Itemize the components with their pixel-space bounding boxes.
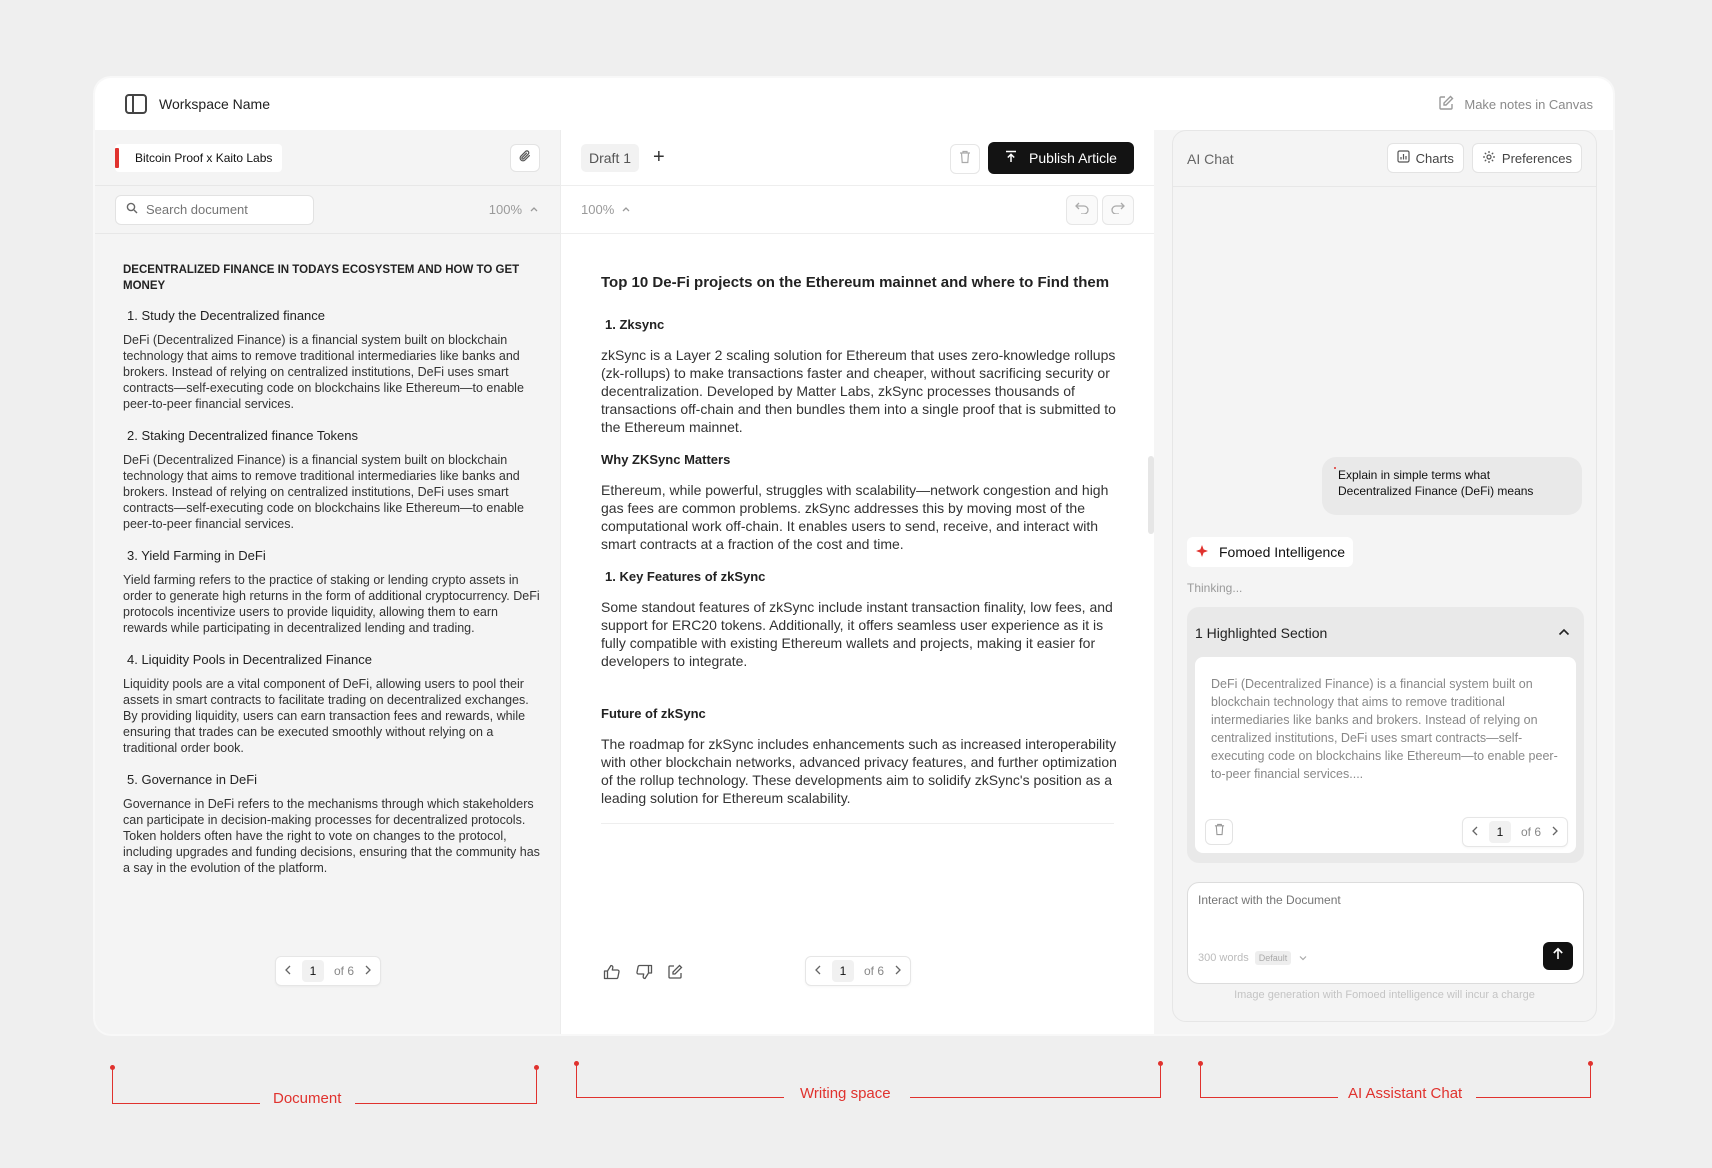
ai-chat-panel bbox=[1172, 130, 1597, 1022]
app-window bbox=[95, 78, 1613, 1034]
delete-highlight-button[interactable] bbox=[1205, 819, 1233, 845]
article-paragraph: Ethereum, while powerful, struggles with scalability—network congestion and high gas fees are common problems. zkSync addresses this by moving most of the computational work off-chain. It enables users to send, receive, and interact with smart contracts at a fraction of the cost and time. bbox=[601, 482, 1109, 552]
gear-icon bbox=[1482, 150, 1502, 167]
article-paragraph: The roadmap for zkSync includes enhancements such as increased interoperability with other blockchain networks, advanced privacy features, and further optimization of the rollup technology. These developments aim to solidify zkSync's position as a leading solution for Ethereum scalability. bbox=[601, 736, 1117, 806]
writing-header bbox=[561, 130, 1154, 186]
document-panel bbox=[95, 130, 560, 1034]
chevron-right-icon[interactable] bbox=[364, 964, 372, 978]
section-title: 5. Governance in DeFi bbox=[127, 772, 258, 787]
chevron-left-icon[interactable] bbox=[814, 964, 822, 978]
arrow-up-icon bbox=[1005, 150, 1017, 166]
highlight-pager bbox=[1462, 817, 1568, 847]
chevron-left-icon[interactable] bbox=[1471, 825, 1479, 839]
annotation-label: Writing space bbox=[800, 1085, 891, 1102]
page-total: of 6 bbox=[1520, 825, 1541, 839]
trash-icon bbox=[1214, 823, 1225, 841]
annotation-dot bbox=[1158, 1061, 1163, 1066]
annotation-line bbox=[112, 1103, 260, 1104]
section-text: DeFi (Decentralized Finance) is a financial system built on blockchain technology that aims to remove traditional intermediaries like banks and brokers. Instead of relying on centralized institutions, DeFi uses smart contracts—self-executing code on blockchains like Ethereum—to enable peer-to-peer financial services. bbox=[123, 453, 524, 531]
charge-notice: Image generation with Fomoed intelligence will incur a charge bbox=[1234, 989, 1535, 1001]
chevron-right-icon[interactable] bbox=[1551, 825, 1559, 839]
article-subheading: Future of zkSync bbox=[601, 706, 706, 721]
writing-zoom[interactable] bbox=[581, 202, 630, 217]
sparkle-icon bbox=[1195, 544, 1209, 561]
chat-header-actions bbox=[1387, 143, 1582, 173]
bar-chart-icon bbox=[1397, 150, 1416, 166]
document-tag[interactable] bbox=[115, 144, 282, 172]
article-title: Top 10 De-Fi projects on the Ethereum mainnet and where to Find them bbox=[601, 274, 1110, 291]
article-paragraph: zkSync is a Layer 2 scaling solution for Ethereum that uses zero-knowledge rollups (zk-rollups) to make transactions faster and cheaper, without sacrificing security or decentralization. Developed by Matter Labs, zkSync processes thousands of transactions off-chain and then bundles them into a single proof that is submitted to the Ethereum mainnet. bbox=[601, 347, 1116, 435]
chat-title: AI Chat bbox=[1187, 150, 1234, 167]
section-text: Yield farming refers to the practice of staking or lending crypto assets in order to generate high returns in the form of additional cryptocurrency. DeFi protocols incentivize users to provide liquidity, allowing them to earn rewards while participating in decentralized lending and trading. bbox=[123, 573, 540, 635]
annotation-line bbox=[1590, 1064, 1591, 1098]
annotation-line bbox=[112, 1068, 113, 1104]
workspace-name[interactable]: Workspace Name bbox=[159, 96, 271, 112]
document-zoom[interactable] bbox=[489, 202, 538, 217]
search-icon bbox=[126, 202, 138, 217]
document-pager bbox=[275, 956, 381, 986]
document-toolbar bbox=[95, 186, 560, 234]
page-number[interactable]: 1 bbox=[1489, 821, 1511, 843]
document-section bbox=[123, 772, 540, 876]
writing-panel bbox=[560, 130, 1154, 1034]
annotation-dot bbox=[1588, 1061, 1593, 1066]
user-message-text: Explain in simple terms what Decentralized Finance (DeFi) means bbox=[1338, 468, 1534, 498]
annotation-label: Document bbox=[273, 1090, 342, 1107]
annotation-line bbox=[910, 1097, 1161, 1098]
zoom-value: 100% bbox=[581, 202, 615, 217]
user-message-bubble bbox=[1322, 457, 1582, 515]
chevron-up-icon bbox=[622, 204, 630, 215]
writing-pager bbox=[805, 956, 911, 986]
article-subheading: Why ZKSync Matters bbox=[601, 452, 731, 467]
undo-icon bbox=[1075, 201, 1089, 219]
plus-icon[interactable]: + bbox=[653, 146, 665, 168]
charts-label: Charts bbox=[1415, 150, 1454, 166]
message-marker bbox=[1334, 467, 1336, 469]
highlight-title[interactable]: 1 Highlighted Section bbox=[1195, 625, 1328, 641]
document-header bbox=[95, 130, 560, 186]
chevron-up-icon bbox=[530, 204, 538, 215]
redo-icon bbox=[1111, 201, 1125, 219]
section-title: 1. Study the Decentralized finance bbox=[127, 308, 326, 323]
thumbs-up-icon[interactable] bbox=[603, 964, 621, 985]
document-heading: DECENTRALIZED FINANCE IN TODAYS ECOSYSTEM AND HOW TO GET MONEY bbox=[123, 264, 520, 292]
send-button[interactable] bbox=[1543, 942, 1573, 970]
page-number[interactable]: 1 bbox=[832, 960, 854, 982]
preferences-button[interactable] bbox=[1472, 143, 1582, 173]
redo-button[interactable] bbox=[1102, 195, 1134, 225]
annotation-line bbox=[355, 1103, 537, 1104]
chevron-left-icon[interactable] bbox=[284, 964, 292, 978]
highlight-text: DeFi (Decentralized Finance) is a financial system built on blockchain technology that aims to remove traditional intermediaries like banks and brokers. Instead of relying on centralized institutions, DeFi uses smart contracts—self-executing code on blockchains like Ethereum—to enable peer-to-peer financial services.... bbox=[1211, 677, 1558, 781]
search-box[interactable] bbox=[115, 195, 314, 225]
document-section bbox=[123, 308, 540, 412]
history-controls bbox=[1066, 195, 1134, 225]
publish-label: Publish Article bbox=[1029, 150, 1117, 166]
charts-button[interactable] bbox=[1387, 143, 1464, 173]
annotation-dot bbox=[534, 1065, 539, 1070]
document-section bbox=[123, 652, 540, 756]
make-notes-label: Make notes in Canvas bbox=[1464, 96, 1593, 112]
pen-square-icon bbox=[1438, 95, 1454, 114]
divider bbox=[601, 823, 1114, 824]
annotation-line bbox=[1200, 1064, 1201, 1098]
scrollbar-handle[interactable] bbox=[1148, 456, 1154, 534]
assistant-badge bbox=[1187, 537, 1353, 567]
section-title: 4. Liquidity Pools in Decentralized Finance bbox=[127, 652, 372, 667]
annotation-line bbox=[576, 1064, 577, 1098]
annotation-line bbox=[1476, 1097, 1590, 1098]
spacer bbox=[601, 686, 1120, 706]
annotation-line bbox=[1200, 1097, 1338, 1098]
preferences-label: Preferences bbox=[1501, 150, 1572, 166]
annotation-line bbox=[576, 1097, 784, 1098]
document-tag-label: Bitcoin Proof x Kaito Labs bbox=[135, 150, 273, 165]
section-text: DeFi (Decentralized Finance) is a financial system built on blockchain technology that aims to remove traditional intermediaries like banks and brokers. Instead of relying on centralized institutions, DeFi uses smart contracts—self-executing code on blockchains like Ethereum—to enable peer-to-peer financial services. bbox=[123, 333, 524, 411]
page-number[interactable]: 1 bbox=[302, 960, 324, 982]
page-total: of 6 bbox=[334, 964, 355, 978]
tag-accent-bar bbox=[115, 148, 119, 168]
article-paragraph: Some standout features of zkSync include instant transaction finality, low fees, and support for ERC20 tokens. Additionally, it offers seamless user experience as it is fully compatible with existing Ethereum wallets and projects, making it easier for developers to integrate. bbox=[601, 599, 1113, 669]
section-title: 3. Yield Farming in DeFi bbox=[127, 548, 266, 563]
writing-body[interactable] bbox=[561, 234, 1154, 807]
feedback-bar bbox=[603, 964, 683, 985]
panel-icon[interactable] bbox=[125, 94, 147, 114]
chevron-up-icon[interactable] bbox=[1558, 625, 1570, 639]
highlighted-section-panel bbox=[1187, 607, 1584, 863]
length-selector[interactable] bbox=[1198, 951, 1307, 965]
paperclip-icon bbox=[518, 149, 532, 168]
chevron-right-icon[interactable] bbox=[894, 964, 902, 978]
make-notes-button[interactable] bbox=[1438, 95, 1593, 114]
writing-toolbar bbox=[561, 186, 1154, 234]
page-total: of 6 bbox=[864, 964, 885, 978]
edit-icon[interactable] bbox=[667, 964, 683, 985]
document-body bbox=[95, 234, 560, 876]
chat-input[interactable] bbox=[1198, 893, 1568, 933]
attach-button[interactable] bbox=[510, 144, 540, 172]
word-count: 300 words bbox=[1198, 952, 1249, 964]
document-section bbox=[123, 548, 540, 636]
top-bar bbox=[95, 78, 1613, 130]
document-section bbox=[123, 428, 540, 532]
search-input[interactable] bbox=[146, 202, 296, 217]
annotation-label: AI Assistant Chat bbox=[1348, 1085, 1463, 1102]
highlight-card bbox=[1195, 657, 1576, 853]
thinking-status: Thinking... bbox=[1187, 581, 1243, 595]
chat-input-box bbox=[1187, 882, 1584, 984]
thumbs-down-icon[interactable] bbox=[635, 964, 653, 985]
arrow-up-icon bbox=[1552, 947, 1564, 965]
chat-header bbox=[1173, 131, 1596, 187]
article-subheading: 1. Zksync bbox=[605, 317, 665, 332]
delete-draft-button[interactable] bbox=[950, 144, 980, 174]
length-option: Default bbox=[1255, 951, 1292, 965]
zoom-value: 100% bbox=[488, 202, 522, 217]
assistant-name: Fomoed Intelligence bbox=[1219, 544, 1346, 560]
annotation-line bbox=[1160, 1064, 1161, 1098]
chevron-down-icon bbox=[1299, 953, 1307, 963]
publish-article-button[interactable] bbox=[988, 142, 1134, 174]
undo-button[interactable] bbox=[1066, 195, 1098, 225]
section-title: 2. Staking Decentralized finance Tokens bbox=[127, 428, 359, 443]
annotation-line bbox=[536, 1068, 537, 1104]
tab-draft-1[interactable]: Draft 1 bbox=[581, 144, 639, 172]
section-text: Governance in DeFi refers to the mechanisms through which stakeholders can participate in decision-making processes for decentralized protocols. Token holders often have the right to vote on changes to the protocol, including upgrades and funding decisions, ensuring that the community has a say in the evolution of the platform. bbox=[123, 797, 540, 875]
section-text: Liquidity pools are a vital component of DeFi, allowing users to pool their assets in smart contracts to facilitate trading on decentralized exchanges. By providing liquidity, users can earn transaction fees and rewards, while ensuring that trades can be executed smoothly without relying on a traditional order book. bbox=[123, 677, 529, 755]
article-subheading: 1. Key Features of zkSync bbox=[605, 569, 766, 584]
trash-icon bbox=[959, 150, 971, 169]
